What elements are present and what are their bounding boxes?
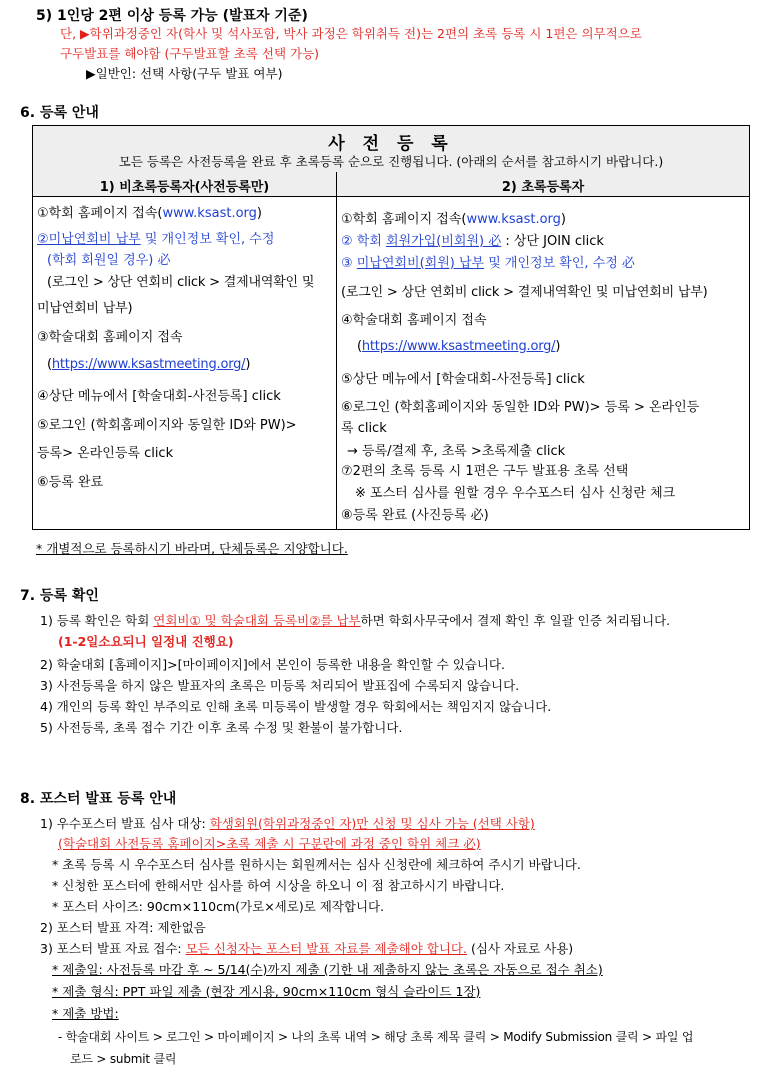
table-title-row	[33, 126, 749, 173]
col2-step6-cont: 록 click	[341, 421, 387, 436]
sec6-heading: 6. 등록 안내	[20, 105, 99, 121]
col2-step8: ⑧등록 완료 (사진등록 必)	[341, 508, 489, 523]
col1-step5: ⑤로그인 (학회홈페이지와 동일한 ID와 PW)>	[37, 418, 297, 433]
sec8-item3: 3) 포스터 발표 자료 접수: 모든 신청자는 포스터 발표 자료를 제출해야 합니다. (심사 자료로 사용)	[40, 941, 574, 956]
col2-step3-detail: (로그인 > 상단 연회비 click > 결제내역확인 및 미납연회비 납부)	[341, 285, 708, 300]
col1-step2-detail: (로그인 > 상단 연회비 click > 결제내역확인 및	[47, 275, 315, 290]
sec7-item3: 3) 사전등록을 하지 않은 발표자의 초록은 미등록 처리되어 발표집에 수록되지 않습니다.	[40, 678, 520, 693]
col1-step3: ③학술대회 홈페이지 접속	[37, 330, 183, 345]
col1-step2-detail2: 미납연회비 납부)	[37, 301, 133, 316]
sec8-item1-cont: (학술대회 사전등록 홈페이지>초록 제출 시 구분란에 과정 중인 학위 체크 必)	[58, 836, 481, 851]
col2-step7-note: ※ 포스터 심사를 원할 경우 우수포스터 심사 신청란 체크	[355, 486, 676, 501]
sec5-line3: ▶일반인: 선택 사항(구두 발표 여부)	[86, 66, 283, 81]
col2-step4-url: (https://www.ksastmeeting.org/)	[357, 339, 561, 354]
sec8-detail3: * 제출 방법:	[52, 1006, 119, 1021]
col1-step3-url: (https://www.ksastmeeting.org/)	[47, 357, 251, 372]
unpaid-fee-link[interactable]: ②미납연회비 납부	[37, 232, 141, 247]
table-header-row	[33, 172, 749, 197]
col1-step1: ①학회 홈페이지 접속(www.ksast.org)	[37, 206, 262, 221]
col2-step6-arrow: → 등록/결제 후, 초록 >초록제출 click	[347, 444, 566, 459]
sec8-detail5: 로드 > submit 클릭	[70, 1052, 177, 1066]
sec7-item2: 2) 학술대회 [홈페이지]>[마이페이지]에서 본인이 등록한 내용을 확인할 수 있습니다.	[40, 657, 505, 672]
col1-step6: ⑥등록 완료	[37, 475, 104, 490]
sec8-note3: * 포스터 사이즈: 90cm×110cm(가로×세로)로 제작합니다.	[52, 899, 385, 914]
meeting-link-2[interactable]: https://www.ksastmeeting.org/	[361, 339, 556, 354]
sec8-item1: 1) 우수포스터 발표 심사 대상: 학생회원(학위과정중인 자)만 신청 및 심사 가능 (선택 사항)	[40, 816, 535, 831]
sec7-item4: 4) 개인의 등록 확인 부주의로 인해 초록 미등록이 발생할 경우 학회에서는 책임지지 않습니다.	[40, 699, 552, 714]
col1-step4: ④상단 메뉴에서 [학술대회-사전등록] click	[37, 389, 281, 404]
col1-step2: ②미납연회비 납부 및 개인정보 확인, 수정	[37, 232, 275, 247]
col2-step5: ⑤상단 메뉴에서 [학술대회-사전등록] click	[341, 372, 585, 387]
sec7-item1-note: (1-2일소요되니 일정내 진행요)	[58, 634, 234, 649]
sec5-line2: 구두발표를 해야함 (구두발표할 초록 선택 가능)	[60, 46, 320, 61]
sec8-note1: * 초록 등록 시 우수포스터 심사를 원하시는 회원께서는 심사 신청란에 체크하여 주시기 바랍니다.	[52, 857, 581, 872]
col2-header: 2) 초록등록자	[501, 180, 585, 195]
col2-step2: ② 학회 회원가입(비회원) 必 : 상단 JOIN click	[341, 234, 604, 249]
sec7-item1: 1) 등록 확인은 학회 연회비① 및 학술대회 등록비②를 납부하면 학회사무국에서 결제 확인 후 일괄 인증 처리됩니다.	[40, 613, 671, 628]
sec8-note2: * 신청한 포스터에 한해서만 심사를 하여 시상을 하오니 이 점 참고하시기 바랍니다.	[52, 878, 505, 893]
ksast-link-2[interactable]: www.ksast.org	[466, 212, 561, 227]
sec8-heading: 8. 포스터 발표 등록 안내	[20, 791, 177, 807]
col2-step7: ⑦2편의 초록 등록 시 1편은 구두 발표용 초록 선택	[341, 464, 629, 479]
col2-step1: ①학회 홈페이지 접속(www.ksast.org)	[341, 212, 566, 227]
sec5-title: 5) 1인당 2편 이상 등록 가능 (발표자 기준)	[36, 8, 308, 24]
table-title: 사 전 등 록	[328, 134, 454, 154]
col1-header: 1) 비초록등록자(사전등록만)	[99, 180, 270, 195]
ksast-link[interactable]: www.ksast.org	[162, 206, 257, 221]
col2-step3: ③ 미납연회비(회원) 납부 및 개인정보 확인, 수정 必	[341, 256, 635, 271]
sec8-detail4: - 학술대회 사이트 > 로그인 > 마이페이지 > 나의 초록 내역 > 해당 초록 제목 클릭 > Modify Submission 클릭 > 파일 업	[58, 1030, 694, 1044]
sec6-note: * 개별적으로 등록하시기 바라며, 단체등록은 지양합니다.	[36, 541, 348, 556]
registration-table	[32, 125, 750, 530]
sec8-item2: 2) 포스터 발표 자격: 제한없음	[40, 920, 206, 935]
meeting-link[interactable]: https://www.ksastmeeting.org/	[51, 357, 246, 372]
sec8-detail2: * 제출 형식: PPT 파일 제출 (현장 게시용, 90cm×110cm 형식 슬라이드 1장)	[52, 984, 481, 999]
col1-step2-note: (학회 회원일 경우) 必	[47, 253, 171, 268]
signup-link[interactable]: 회원가입(비회원) 必	[386, 234, 502, 249]
col2-step6: ⑥로그인 (학회홈페이지와 동일한 ID와 PW)> 등록 > 온라인등	[341, 400, 700, 415]
col1-step5-cont: 등록> 온라인등록 click	[37, 446, 174, 461]
unpaid-fee-link-2[interactable]: 미납연회비(회원) 납부	[356, 256, 485, 271]
sec7-item5: 5) 사전등록, 초록 접수 기간 이후 초록 수정 및 환불이 불가합니다.	[40, 720, 403, 735]
sec8-detail1: * 제출일: 사전등록 마감 후 ~ 5/14(수)까지 제출 (기한 내 제출하지 않는 초록은 자동으로 접수 취소)	[52, 962, 603, 977]
sec7-heading: 7. 등록 확인	[20, 588, 99, 604]
table-subtitle: 모든 등록은 사전등록을 완료 후 초록등록 순으로 진행됩니다. (아래의 순서를 참고하시기 바랍니다.)	[118, 154, 664, 169]
col2-step4: ④학술대회 홈페이지 접속	[341, 313, 487, 328]
sec5-line1: 단, ▶학위과정중인 자(학사 및 석사포함, 박사 과정은 학위취득 전)는 2편의 초록 등록 시 1편은 의무적으로	[60, 26, 642, 41]
column-divider	[336, 172, 337, 529]
